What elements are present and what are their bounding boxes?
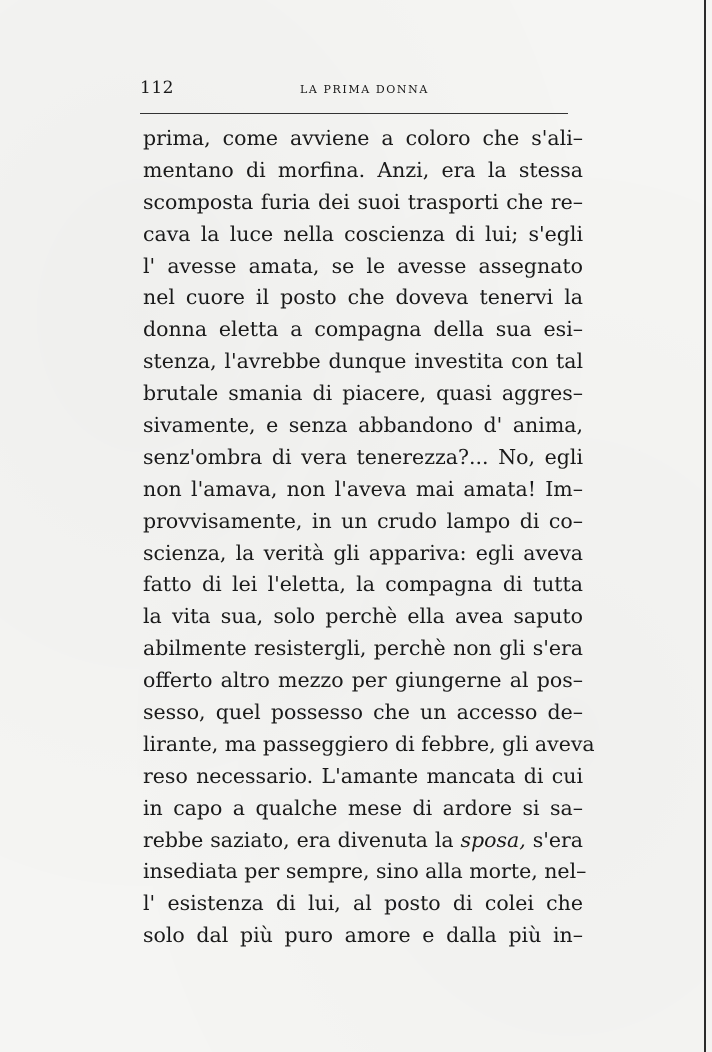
text-line: non l'amava, non l'aveva mai amata! Im–	[143, 476, 583, 501]
text-line: prima, come avviene a coloro che s'ali–	[143, 126, 583, 150]
text-line: mentano di morfina. Anzi, era la stessa	[143, 157, 583, 182]
text-line: nel cuore il posto che doveva tenervi la	[143, 285, 583, 310]
body-text	[143, 123, 595, 952]
page-number: 112	[140, 78, 174, 98]
text-line: l' avesse amata, se le avesse assegnato	[143, 253, 583, 278]
text-line: solo dal più puro amore e dalla più in–	[143, 923, 583, 948]
text-line: insediata per sempre, sino alla morte, nel–	[143, 859, 587, 884]
text-line: scienza, la verità gli appariva: egli aveva	[143, 540, 583, 565]
text-line: reso necessario. L'amante mancata di cui	[143, 763, 583, 788]
running-title: LA PRIMA DONNA	[300, 83, 429, 96]
text-line: fatto di lei l'eletta, la compagna di tutta	[143, 572, 583, 597]
text-line: l' esistenza di lui, al posto di colei che	[143, 891, 583, 916]
text-line: lirante, ma passeggiero di febbre, gli aveva	[143, 731, 595, 756]
text-line: stenza, l'avrebbe dunque investita con tal	[143, 349, 583, 374]
header-rule	[140, 113, 568, 114]
page-edge	[704, 0, 706, 1052]
text-line: brutale smania di piacere, quasi aggres–	[143, 381, 583, 406]
text-line: scomposta furia dei suoi trasporti che re–	[143, 189, 583, 214]
text-line: la vita sua, solo perchè ella avea saputo	[143, 604, 583, 629]
text-line: offerto altro mezzo per giungerne al pos–	[143, 668, 583, 693]
text-line-with-italic	[143, 825, 583, 857]
text-line: cava la luce nella coscienza di lui; s'egli	[143, 221, 583, 246]
text-line: sesso, quel possesso che un accesso de–	[143, 700, 583, 725]
page-header	[140, 72, 570, 102]
text-line: abilmente resistergli, perchè non gli s'era	[143, 636, 583, 661]
text-line: provvisamente, in un crudo lampo di co–	[143, 508, 583, 533]
text-line: in capo a qualche mese di ardore si sa–	[143, 795, 583, 820]
text-segment: s'era	[525, 827, 584, 852]
text-line: sivamente, e senza abbandono d' anima,	[143, 413, 583, 438]
text-line: donna eletta a compagna della sua esi–	[143, 317, 583, 342]
text-segment: rebbe saziato, era divenuta la	[143, 827, 461, 852]
italic-word: sposa,	[460, 827, 526, 852]
text-line: senz'ombra di vera tenerezza?... No, egli	[143, 444, 583, 469]
